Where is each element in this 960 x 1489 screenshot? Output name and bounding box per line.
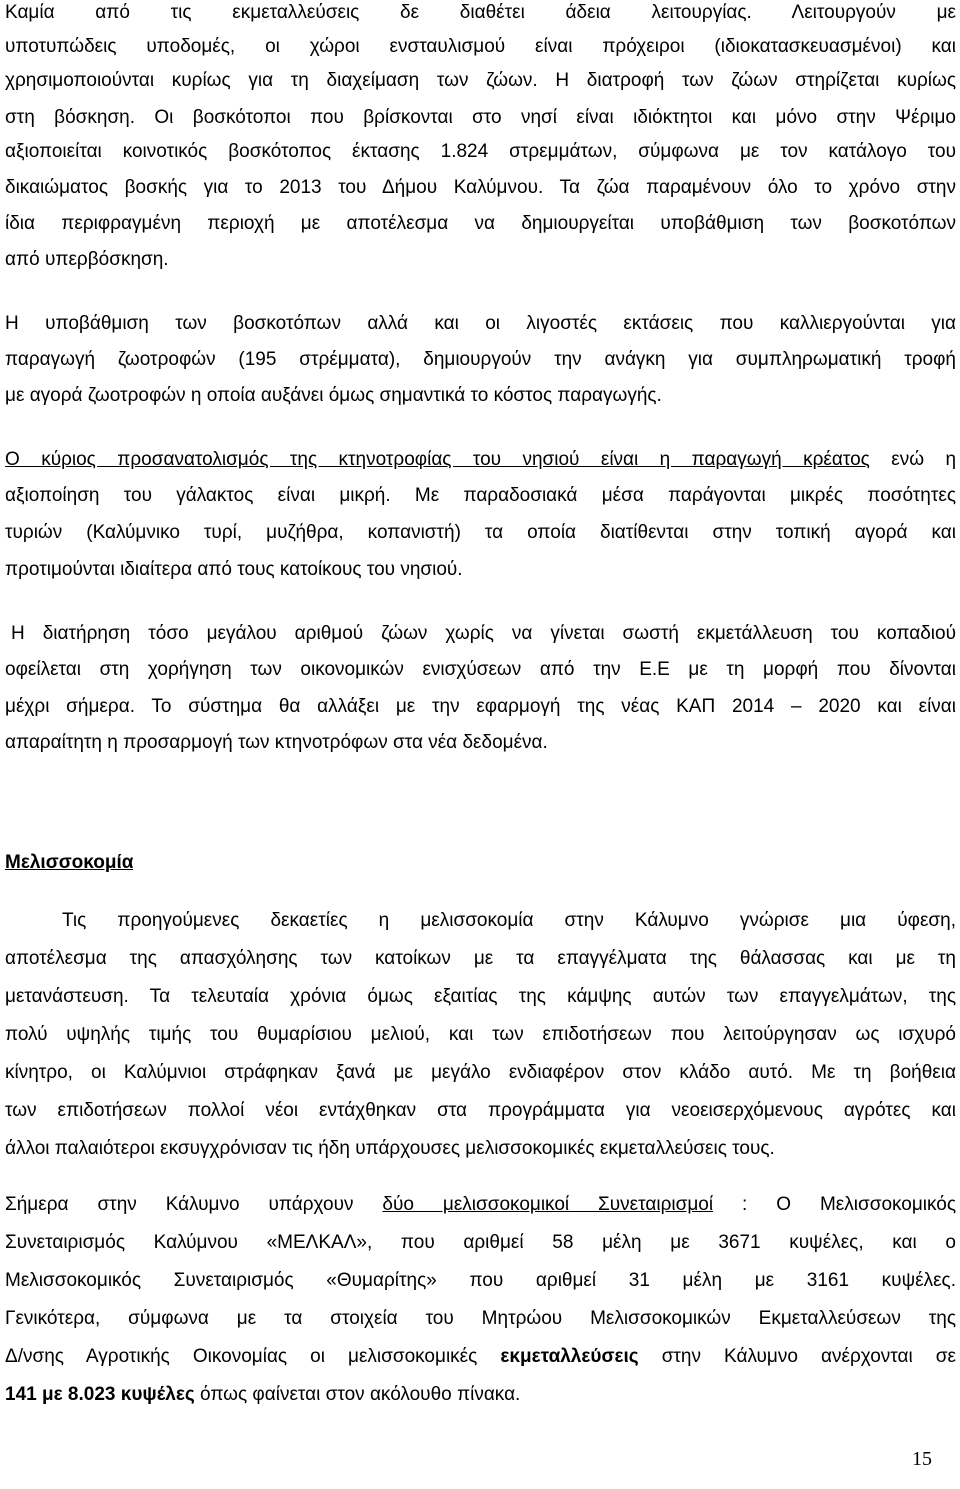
paragraph-line: υποτυπώδεις υποδομές, οι χώροι ενσταυλισμού είναι πρόχειροι (ιδιοκατασκευασμένοι) και [5, 36, 956, 57]
paragraph-line: Συνεταιρισμός Καλύμνου «ΜΕΛΚΑΛ», που αριθμεί 58 μέλη με 3671 κυψέλες, και ο [5, 1232, 956, 1253]
paragraph-line: τυριών (Καλύμνικο τυρί, μυζήθρα, κοπανιστή) τα οποία διατίθενται στην τοπική αγορά και [5, 522, 956, 543]
paragraph-line: κίνητρο, οι Καλύμνιοι στράφηκαν ξανά με μεγάλο ενδιαφέρον στον κλάδο αυτό. Με τη βοήθεια [5, 1062, 956, 1083]
paragraph-line: των επιδοτήσεων πολλοί νέοι εντάχθηκαν στα προγράμματα για νεοεισερχόμενους αγρότες και [5, 1100, 956, 1121]
paragraph-line: πολύ υψηλής τιμής του θυμαρίσιου μελιού, και των επιδοτήσεων που λειτούργησαν ως ισχυρό [5, 1024, 956, 1045]
paragraph-line: προτιμούνται ιδιαίτερα από τους κατοίκους του νησιού. [5, 559, 463, 580]
paragraph-line: στη βόσκηση. Οι βοσκότοποι που βρίσκονται στο νησί είναι ιδιόκτητοι και μόνο στην Ψέριμο [5, 107, 956, 128]
paragraph-line: οφείλεται στη χορήγηση των οικονομικών ενισχύσεων από την Ε.Ε με τη μορφή που δίνονται [5, 659, 956, 680]
text-run: Σήμερα στην Κάλυμνο υπάρχουν [5, 1194, 354, 1215]
text-run: Δ/νσης Αγροτικής Οικονομίας οι μελισσοκομικές [5, 1346, 478, 1367]
paragraph-line: χρησιμοποιούνται κυρίως για τη διαχείμαση των ζώων. Η διατροφή των ζώων στηρίζεται κυρίως [5, 70, 956, 91]
section-heading: Μελισσοκομία [5, 852, 134, 873]
text-run: στην Κάλυμνο ανέρχονται σε [661, 1346, 956, 1367]
bold-text: 141 με 8.023 κυψέλες [5, 1384, 195, 1405]
paragraph-line: μετανάστευση. Τα τελευταία χρόνια όμως εξαιτίας της κάμψης αυτών των επαγγελμάτων, της [5, 986, 956, 1007]
text-run: ενώ η [891, 449, 956, 470]
paragraph-line: Η υποβάθμιση των βοσκοτόπων αλλά και οι λιγοστές εκτάσεις που καλλιεργούνται για [5, 313, 956, 334]
paragraph-line: αξιοποιείται κοινοτικός βοσκότοπος έκτασης 1.824 στρεμμάτων, σύμφωνα με τον κατάλογο του [5, 141, 956, 162]
paragraph-line: Τις προηγούμενες δεκαετίες η μελισσοκομία στην Κάλυμνο γνώρισε μια ύφεση, [62, 910, 956, 931]
paragraph-line [5, 443, 956, 477]
paragraph-line [5, 1378, 956, 1412]
paragraph-line: Η διατήρηση τόσο μεγάλου αριθμού ζώων χωρίς να γίνεται σωστή εκμετάλλευση του κοπαδιού [11, 623, 956, 644]
paragraph-line: Γενικότερα, σύμφωνα με τα στοιχεία του Μητρώου Μελισσοκομικών Εκμεταλλεύσεων της [5, 1308, 956, 1329]
paragraph-line: Μελισσοκομικός Συνεταιρισμός «Θυμαρίτης» που αριθμεί 31 μέλη με 3161 κυψέλες. [5, 1270, 956, 1291]
underlined-statement: Ο κύριος προσανατολισμός της κτηνοτροφίας του νησιού είναι η παραγωγή κρέατος [5, 449, 870, 470]
paragraph-line: Καμία από τις εκμεταλλεύσεις δε διαθέτει άδεια λειτουργίας. Λειτουργούν με [5, 2, 956, 23]
underlined-text: δύο μελισσοκομικοί Συνεταιρισμοί [382, 1194, 714, 1215]
paragraph-line: ίδια περιφραγμένη περιοχή με αποτέλεσμα να δημιουργείται υποβάθμιση των βοσκοτόπων [5, 213, 956, 234]
page-number: 15 [912, 1448, 932, 1470]
paragraph-line: με αγορά ζωοτροφών η οποία αυξάνει όμως σημαντικά το κόστος παραγωγής. [5, 385, 662, 406]
paragraph-line: αποτέλεσμα της απασχόλησης των κατοίκων με τα επαγγέλματα της θάλασσας και με τη [5, 948, 956, 969]
paragraph-line: δικαιώματος βοσκής για το 2013 του Δήμου Καλύμνου. Τα ζώα παραμένουν όλο το χρόνο στην [5, 177, 956, 198]
bold-text: εκμεταλλεύσεις [500, 1346, 639, 1367]
paragraph-line [5, 1340, 956, 1374]
paragraph-line [5, 1188, 956, 1222]
text-run: όπως φαίνεται στον ακόλουθο πίνακα. [200, 1384, 521, 1405]
paragraph-line: απαραίτητη η προσαρμογή των κτηνοτρόφων στα νέα δεδομένα. [5, 732, 548, 753]
paragraph-line: από υπερβόσκηση. [5, 249, 169, 270]
paragraph-line: αξιοποίηση του γάλακτος είναι μικρή. Με παραδοσιακά μέσα παράγονται μικρές ποσότητες [5, 485, 956, 506]
paragraph-line: μέχρι σήμερα. Το σύστημα θα αλλάξει με την εφαρμογή της νέας ΚΑΠ 2014 – 2020 και είναι [5, 696, 956, 717]
text-run: : Ο Μελισσοκομικός [742, 1194, 956, 1215]
paragraph-line: παραγωγή ζωοτροφών (195 στρέμματα), δημιουργούν την ανάγκη για συμπληρωματική τροφή [5, 349, 956, 370]
paragraph-line: άλλοι παλαιότεροι εκσυγχρόνισαν τις ήδη υπάρχουσες μελισσοκομικές εκμεταλλεύσεις τους. [5, 1138, 775, 1159]
